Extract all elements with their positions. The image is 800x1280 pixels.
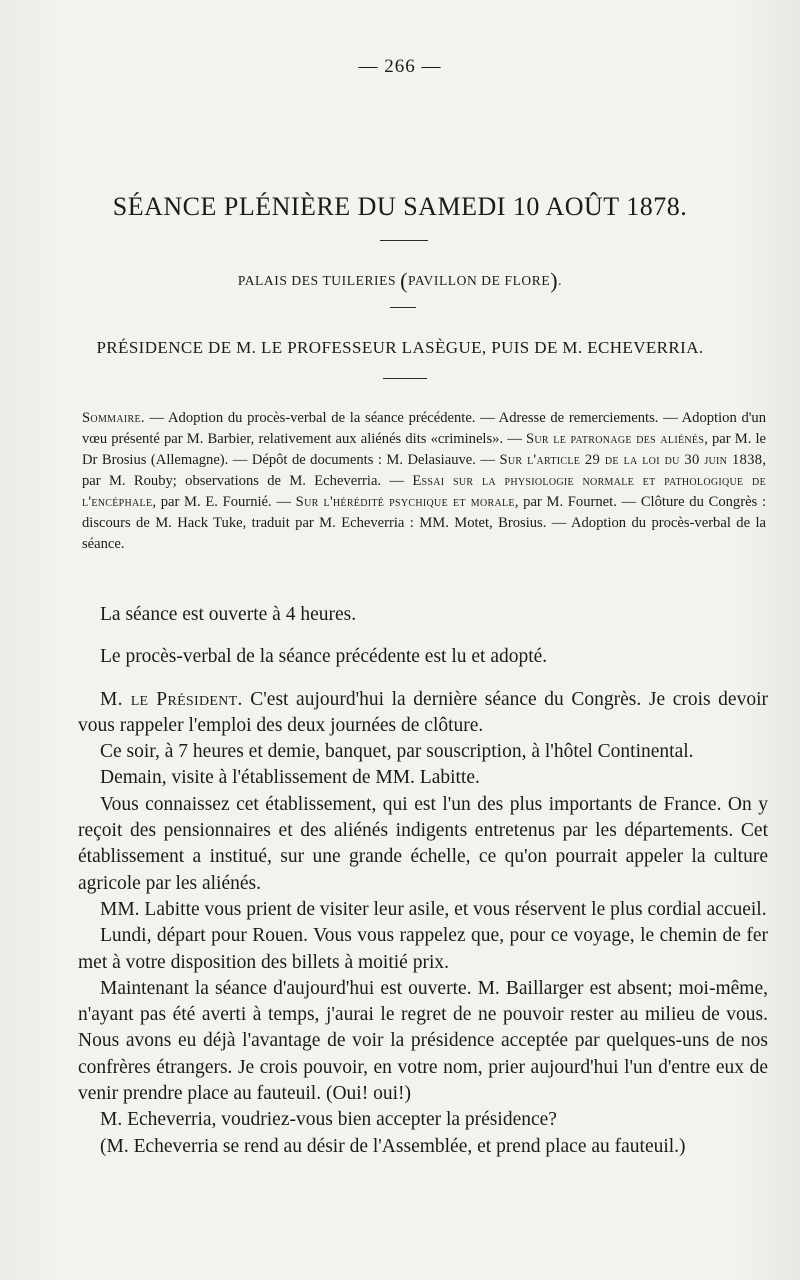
speech-text: C'est aujourd'hui la dernière séance du Congrès. Je crois devoir vous rappeler l'emploi des deux journées de clôture. xyxy=(78,688,768,736)
paragraph-president xyxy=(78,687,768,740)
paragraph: Demain, visite à l'établissement de MM. Labitte. xyxy=(100,767,480,789)
divider-rule xyxy=(380,240,428,241)
paragraph: M. Echeverria, voudriez-vous bien accepter la présidence? xyxy=(100,1109,557,1131)
summary-text: — Adoption du procès-verbal de la séance précédente. — Adresse de remerciements. — Adoption d'un vœu présenté par M. Barbier, relativement aux aliénés dits «criminels». — xyxy=(82,410,766,447)
paragraph-minutes: Le procès-verbal de la séance précédente est lu et adopté. xyxy=(100,646,548,668)
paragraph-stage-direction: (M. Echeverria se rend au désir de l'Assemblée, et prend place au fauteuil.) xyxy=(100,1135,686,1157)
paragraph: Vous connaissez cet établissement, qui est l'un des plus importants de France. On y reçoit des pensionnaires et des aliénés indigents entretenus par les départements. Cet établissement a institué, sur une grande échelle, ce qu'on pourrait appeler la culture agricole par les aliénés. xyxy=(78,793,768,894)
speaker-name: M. le Président. xyxy=(100,688,243,710)
summary-text: , par M. le Dr Brosius (Allemagne). — Dépôt de documents : M. Delasiauve. — xyxy=(82,431,767,468)
location-paren-close: ) xyxy=(550,268,559,293)
presidence-heading: PRÉSIDENCE DE M. LE PROFESSEUR LASÈGUE, PUIS DE M. ECHEVERRIA. xyxy=(96,338,704,357)
page-number: — 266 — xyxy=(358,56,442,77)
proceedings-body xyxy=(78,602,768,1160)
paragraph-opening: La séance est ouverte à 4 heures. xyxy=(100,604,357,625)
summary-topic: Sur l'article 29 de la loi du 30 juin 1838 xyxy=(499,452,763,468)
location-paren-open: ( xyxy=(400,268,409,293)
summary-block xyxy=(82,408,766,555)
location-inner: PAVILLON DE FLORE xyxy=(408,273,551,288)
summary-label: Sommaire. xyxy=(82,410,145,426)
summary-text: , par M. Fournet. — Clôture du Congrès : discours de M. Hack Tuke, traduit par M. Echeverria : MM. Motet, Brosius. — Adoption du procès-verbal de la séance. xyxy=(82,494,766,552)
summary-topic: Sur le patronage des aliénés xyxy=(525,431,705,447)
summary-topic: Essai sur la physiologie normale et pathologique de l'encéphale xyxy=(82,473,766,510)
divider-rule xyxy=(383,378,427,379)
location-main: PALAIS DES TUILERIES xyxy=(237,273,401,288)
paragraph: Ce soir, à 7 heures et demie, banquet, par souscription, à l'hôtel Continental. xyxy=(100,741,694,763)
session-location xyxy=(0,268,800,294)
location-end: . xyxy=(558,273,563,288)
summary-text: , par M. Rouby; observations de M. Echeverria. — xyxy=(82,452,766,489)
session-title: SÉANCE PLÉNIÈRE DU SAMEDI 10 AOÛT 1878. xyxy=(112,192,688,221)
divider-rule xyxy=(390,307,416,308)
summary-topic: Sur l'hérédité psychique et morale xyxy=(295,494,515,510)
paragraph: Maintenant la séance d'aujourd'hui est ouverte. M. Baillarger est absent; moi-même, n'ayant pas été averti à temps, j'aurai le regret de ne pouvoir rester au milieu de vous. Nous avons eu déjà l'avantage de voir la présidence acceptée par quelques-uns de nos confrères étrangers. Je crois pouvoir, en votre nom, prier aujourd'hui l'un d'entre eux de venir prendre place au fauteuil. (Oui! oui!) xyxy=(78,977,768,1105)
summary-text: , par M. E. Fournié. — xyxy=(152,494,296,510)
paragraph: MM. Labitte vous prient de visiter leur asile, et vous réservent le plus cordial accueil. xyxy=(100,898,767,920)
paragraph: Lundi, départ pour Rouen. Vous vous rappelez que, pour ce voyage, le chemin de fer met à votre disposition des billets à moitié prix. xyxy=(78,925,768,973)
